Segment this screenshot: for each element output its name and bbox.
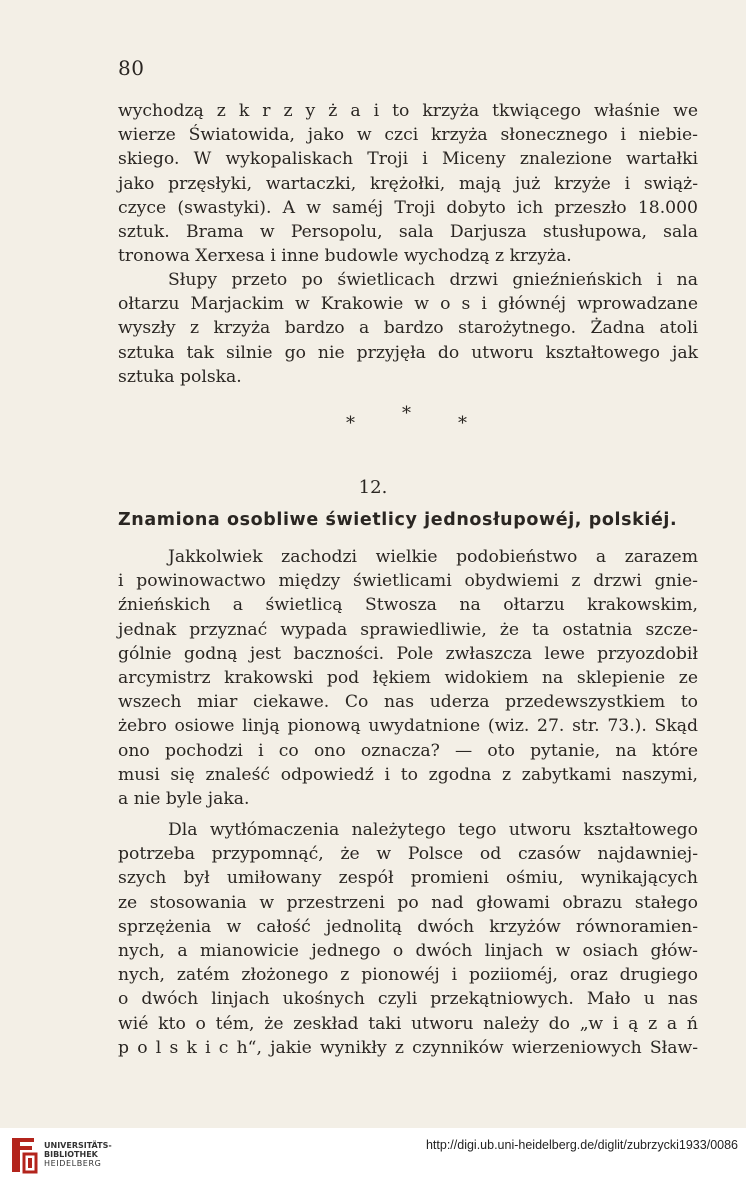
separator-star: * bbox=[458, 413, 467, 434]
text-line: nych, a mianowicie jednego o dwóch linjach w osiach głów- bbox=[118, 941, 698, 962]
text-line: wierze Światowida, jako w czci krzyża słonecznego i niebie- bbox=[118, 125, 698, 146]
text-line: a nie byle jaka. bbox=[118, 789, 250, 810]
text-line: jako przęsłyki, wartaczki, krężołki, mają już krzyże i swiąż- bbox=[118, 173, 698, 194]
text-line: wyszły z krzyża bardzo a bardzo starożytnego. Żadna atoli bbox=[118, 318, 698, 339]
text-line: ono pochodzi i co ono oznacza? — oto pytanie, na które bbox=[118, 740, 698, 761]
text-line: źnieńskich a świetlicą Stwosza na ołtarzu krakowskim, bbox=[118, 595, 698, 616]
text-line: wié kto o tém, że zeskład taki utworu należy do „w i ą z a ń bbox=[118, 1013, 698, 1034]
text-line: wszech miar ciekawe. Co nas uderza przedewszystkiem to bbox=[118, 692, 698, 713]
text-line: Jakkolwiek zachodzi wielkie podobieństwo a zarazem bbox=[168, 547, 698, 567]
text-line: żebro osiowe linją pionową uwydatnione (wiz. 27. str. 73.). Skąd bbox=[118, 716, 698, 737]
heidelberg-library-logo-icon[interactable] bbox=[8, 1136, 40, 1174]
text-line: potrzeba przypomnąć, że w Polsce od czasów najdawniej- bbox=[118, 844, 698, 865]
text-line: ołtarzu Marjackim w Krakowie w o s i głównéj wprowadzane bbox=[118, 294, 698, 315]
text-line: czyce (swastyki). A w saméj Troji dobyto ich przeszło 18.000 bbox=[118, 197, 698, 218]
paragraph-dla bbox=[118, 818, 698, 1060]
library-name-line: BIBLIOTHEK bbox=[44, 1150, 98, 1159]
text-line: sztuk. Brama w Persopolu, sala Darjusza stusłupowa, sala bbox=[118, 222, 698, 243]
text-line: Dla wytłómaczenia należytego tego utworu kształtowego bbox=[168, 820, 698, 840]
paragraph-slupy bbox=[118, 268, 698, 389]
library-name[interactable] bbox=[44, 1141, 112, 1168]
text-line: nych, zatém złożonego z pionowéj i poziioméj, oraz drugiego bbox=[118, 965, 698, 986]
text-line: sztuka tak silnie go nie przyjęła do utworu kształtowego jak bbox=[118, 342, 698, 363]
paragraph-continuation bbox=[118, 99, 698, 268]
text-line: jednak przyznać wypada sprawiedliwie, że ta ostatnia szcze- bbox=[118, 619, 698, 640]
paragraph-jakkolwiek bbox=[118, 545, 698, 811]
permalink-url[interactable]: http://digi.ub.uni-heidelberg.de/diglit/zubrzycki1933/0086 bbox=[425, 1138, 738, 1152]
library-name-line: HEIDELBERG bbox=[44, 1159, 102, 1168]
section-title: Znamiona osobliwe świetlicy jednosłupowéj, polskiéj. bbox=[118, 510, 678, 530]
text-line: i powinowactwo między świetlicami obydwiemi z drzwi gnie- bbox=[118, 571, 698, 592]
separator-star: * bbox=[402, 403, 411, 424]
page-number: 80 bbox=[118, 56, 145, 80]
section-number: 12. bbox=[358, 477, 388, 498]
text-line: tronowa Xerxesa i inne budowle wychodzą z krzyża. bbox=[118, 246, 572, 267]
text-line: musi się znaleść odpowiedź i to zgodna z zabytkami naszymi, bbox=[118, 764, 698, 785]
text-line: p o l s k i c h“, jakie wynikły z czynników wierzeniowych Sław- bbox=[118, 1037, 698, 1058]
separator-star: * bbox=[346, 413, 355, 434]
text-line: arcymistrz krakowski pod łękiem widokiem na sklepienie ze bbox=[118, 668, 698, 689]
text-line: szych był umiłowany zespół promieni ośmiu, wynikających bbox=[118, 868, 698, 889]
section-separator bbox=[0, 403, 746, 433]
text-line: Słupy przeto po świetlicach drzwi gnieźnieńskich i na bbox=[168, 270, 698, 290]
text-line: sztuka polska. bbox=[118, 366, 242, 387]
text-line: o dwóch linjach ukośnych czyli przekątniowych. Mało u nas bbox=[118, 989, 698, 1010]
viewer-footer bbox=[0, 1128, 746, 1183]
text-line: skiego. W wykopaliskach Troji i Miceny znalezione wartałki bbox=[118, 149, 698, 170]
text-line: wychodzą z k r z y ż a i to krzyża tkwiącego właśnie we bbox=[118, 101, 698, 121]
text-line: sprzężenia w całość jednolitą dwóch krzyżów równoramien- bbox=[118, 916, 698, 937]
library-name-line: UNIVERSITÄTS- bbox=[44, 1141, 112, 1150]
text-line: gólnie godną jest baczności. Pole zwłaszcza lewe przyozdobił bbox=[118, 643, 698, 664]
text-line: ze stosowania w przestrzeni po nad głowami obrazu stałego bbox=[118, 892, 698, 913]
